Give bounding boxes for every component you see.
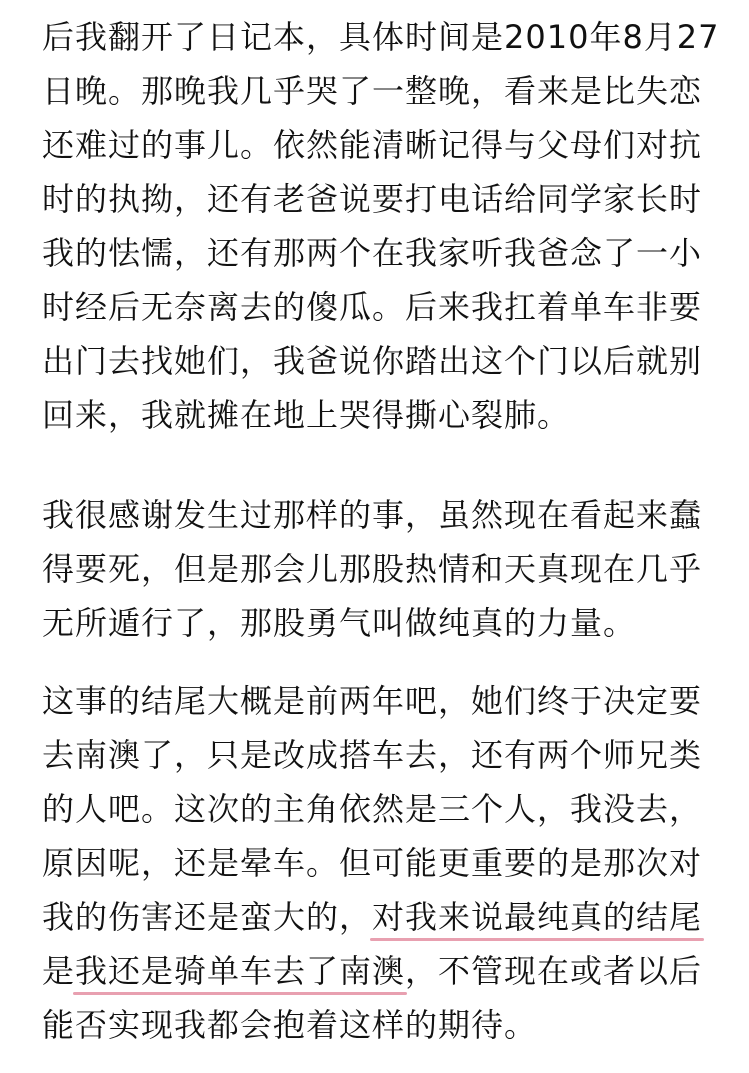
text-line: 还难过的事儿。依然能清晰记得与父母们对抗	[42, 126, 703, 164]
text-line: 的人吧。这次的主角依然是三个人，我没去，	[42, 790, 703, 828]
text-line	[42, 890, 712, 944]
text-line: 时经后无奈离去的傻瓜。后来我扛着单车非要	[42, 288, 703, 326]
text-segment: 是	[42, 952, 76, 990]
underlined-highlight: 对我来说最纯真的结尾	[372, 890, 702, 944]
text-line: 无所遁行了，那股勇气叫做纯真的力量。	[42, 604, 637, 642]
text-line: 出门去找她们，我爸说你踏出这个门以后就别	[42, 342, 703, 380]
text-line: 这事的结尾大概是前两年吧，她们终于决定要	[42, 682, 703, 720]
underlined-highlight: 我还是骑单车去了南澳	[75, 944, 405, 998]
text-line: 我很感谢发生过那样的事，虽然现在看起来蠢	[42, 496, 703, 534]
paragraph-gratitude	[42, 488, 712, 650]
text-line: 去南澳了，只是改成搭车去，还有两个师兄类	[42, 736, 703, 774]
text-line	[42, 944, 712, 998]
text-line: 回来，我就摊在地上哭得撕心裂肺。	[42, 396, 571, 434]
paragraph-diary	[42, 10, 720, 442]
text-line: 原因呢，还是晕车。但可能更重要的是那次对	[42, 844, 703, 882]
text-line: 后我翻开了日记本，具体时间是2010年8月27	[42, 18, 720, 56]
text-line: 时的执拗，还有老爸说要打电话给同学家长时	[42, 180, 703, 218]
text-line: 得要死，但是那会儿那股热情和天真现在几乎	[42, 550, 703, 588]
paragraph-ending	[42, 674, 712, 1052]
text-segment: ，不管现在或者以后	[405, 952, 703, 990]
text-segment: 我的伤害还是蛮大的，	[42, 898, 373, 936]
text-line: 日晚。那晚我几乎哭了一整晚，看来是比失恋	[42, 72, 703, 110]
text-line: 能否实现我都会抱着这样的期待。	[42, 1006, 538, 1044]
text-line: 我的怯懦，还有那两个在我家听我爸念了一小	[42, 234, 703, 272]
